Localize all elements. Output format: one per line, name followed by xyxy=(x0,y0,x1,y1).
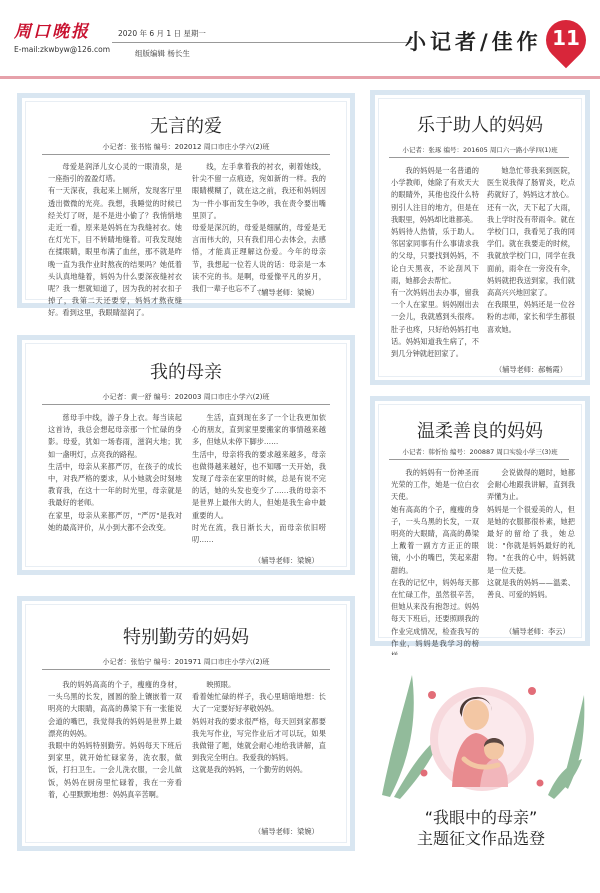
advisor-credit: （辅导老师：梁婉） xyxy=(254,827,319,836)
article-column: 我的妈妈有一份神圣而光荣的工作，她是一位白衣天使。 她有高高的个子，瘦瘦的身子，一头乌黑的长发，一双明亮的大眼睛，高高的鼻梁上戴着一副方方正正的眼镜，小小的嘴巴，笑起来甜甜的。 在我的记忆中，妈妈每天都在忙碌工作，虽然很辛苦，但她从来没有抱怨过。妈妈每天下班后，还要照顾我的作业完成情况，检查我写的作业，妈妈是我学习的榜 xyxy=(391,468,479,648)
article-byline: 小记者：张书铭 编号：202012 周口市庄小学六(2)班 xyxy=(102,143,270,151)
article-byline: 小记者：张琢 编号：201605 周口六一路小学四(1)班 xyxy=(402,146,558,154)
byline-rule xyxy=(389,157,569,158)
article-column: 慈母手中线，游子身上衣。每当读起这首诗，我总会想起母亲那一个忙碌的身影。母爱，犹如一场春雨，滋润大地；犹如一盏明灯，点亮我的路程。 生活中，母亲从来都严厉，在孩子的成长中，对我严格的要求，从小她就会时刻地教育我，在这十一年的时光里，母亲就是我最好的老师。 在家里，母亲从来都严厉，"严厉"是我对她的最高评价，从小到大都不会改变。 xyxy=(48,413,182,532)
article-title: 我的母亲 xyxy=(150,362,222,383)
article-title: 无言的爱 xyxy=(150,116,222,137)
header-rule xyxy=(0,76,600,79)
article-byline: 小记者：韩忻怡 编号：200887 周口实验小学三(3)班 xyxy=(402,448,558,456)
article-column: 映照眼。 看着她忙碌的样子，我心里暗暗地想：长大了一定要好好孝敬妈妈。 妈妈对我的要求很严格，每天回到家都要我先写作业，写完作业后才可以玩，如果我做错了题，她就会耐心地给我讲解，直到我完全明白。我爱我的妈妈。 这就是我的妈妈，一个勤劳的妈妈。 xyxy=(192,680,326,775)
feature-title-line-2: 主题征文作品选登 xyxy=(416,829,545,848)
byline-rule xyxy=(42,154,330,155)
article-4 xyxy=(370,396,590,646)
article-column: 我的妈妈是一名普通的小学教师，她除了有欢天大的眼睛外，其他也没什么特别引人注目的地方，但是在我眼里，妈妈却比谁都美。 妈妈待人热情，乐于助人。邻居家同事有什么事请求我的父母，只要找到妈妈，不论白天黑夜，不论刮风下雨，她都会去帮忙。 有一次妈妈出去办事，留我一个人在家里。妈妈刚出去一会儿，我就感到头很疼。肚子也疼，只好给妈妈打电话。妈妈知道我生病了，不到几分钟就赶回家了。 xyxy=(391,166,479,359)
feature-banner xyxy=(372,655,590,853)
article-title: 乐于助人的妈妈 xyxy=(417,115,543,136)
article-3 xyxy=(17,335,355,575)
article-title: 温柔善良的妈妈 xyxy=(417,421,543,442)
byline-rule xyxy=(389,459,569,460)
editor-credit: 组版编辑 杨长生 xyxy=(135,49,190,58)
mother-child-illustration xyxy=(372,655,590,803)
article-byline: 小记者：张怡宁 编号：201971 周口市庄小学六(2)班 xyxy=(102,658,270,666)
article-1 xyxy=(17,93,355,318)
section-title: 小记者/佳作 xyxy=(405,29,542,54)
byline-rule xyxy=(42,404,330,405)
byline-rule xyxy=(42,669,330,670)
masthead xyxy=(0,0,600,80)
email-address: E-mail:zkwbyw@126.com xyxy=(14,45,111,54)
page-number-badge xyxy=(546,20,586,66)
article-column: 我的妈妈高高的个子，瘦瘦的身材，一头乌黑的长发，圆圆的脸上镶嵌着一双明亮的大眼睛，高高的鼻梁下有一张能说会道的嘴巴，我觉得我的妈妈是世界上最漂亮的妈妈。 我眼中的妈妈特别勤劳。妈妈每天下班后到家里，就开始忙碌家务，洗衣服，做饭，打扫卫生。一会儿洗衣服，一会儿做饭，妈妈在厨房里忙碌着，我在一旁看着，心里默默地想：妈妈真辛苦啊。 xyxy=(48,680,182,799)
advisor-credit: （辅导老师：梁婉） xyxy=(254,288,319,297)
issue-date: 2020 年 6 月 1 日 星期一 xyxy=(118,29,206,38)
feature-title-line-1: “我眼中的母亲” xyxy=(424,808,538,827)
advisor-credit: （辅导老师：李云） xyxy=(505,627,570,636)
page-number: 11 xyxy=(552,26,580,50)
article-column: 母爱是润泽儿女心灵的一眼清泉，是一座指引的盈盈灯塔。 有一天深夜，我起来上厕所，发现客厅里透出微微的光亮。我想，我睡觉的时候已经关灯了呀，是不是进小偷了？我悄悄地走近一看，原来是妈妈在为我缝衬衣。她在灯光下，目不转睛地缝着。可我发现她在揉眼睛，眼里布满了血丝，那不就是昨晚一直为我作业时熬夜的结果吗？她低着头认真地缝着，妈妈为什么要深夜缝衬衣呢？我一想就知道了，因为我的衬衣扣子掉了，我第二天还要穿，妈妈才熬夜缝好。看到这里，我眼睛湿润了。 xyxy=(48,162,182,318)
article-title: 特别勤劳的妈妈 xyxy=(123,627,249,648)
article-column: 生活，直到现在多了一个让我更加依心的朋友，直到家里要搬家的事情越来越多，但她从未停下脚步…… 生活中，母亲将我的要求越来越多，母亲也做得越来越好，也不知哪一天开始，我发现了母亲在家里的时候，总是有说不完的话，她的头发也变少了……我的母亲不是世界上最伟大的人，但她是我生命中最重要的人。 时光在流，我日渐长大，而母亲依旧唠叨…… xyxy=(192,413,326,545)
article-2 xyxy=(370,90,590,385)
article-column: 她急忙带我来到医院，医生说我得了肠胃炎，吃点药就好了，妈妈这才放心。 还有一次，天下起了大雨，我上学时没有带雨伞。就在学校门口，我看见了我的同学们。就在我要走的时候，我就放学校门口，同学在我面前，雨伞在一旁没有伞，妈妈就把我送到家，我们就高高兴兴地回家了。 在我眼里，妈妈还是一位谷粉的志师，家长和学生都很喜欢她。 xyxy=(487,166,575,334)
advisor-credit: （辅导老师：梁婉） xyxy=(254,556,319,565)
newspaper-brand: 周口晚报 xyxy=(14,22,90,42)
article-5 xyxy=(17,596,355,851)
advisor-credit: （辅导老师：郝畅霞） xyxy=(495,365,567,374)
article-column: 线，左手拿着我的衬衣，刺着她线，针尖不留一点痕迹，宛如新的一样。我的眼睛模糊了，就在这之前，我还和妈妈因为一件小事而发生争吵，我在责令要出嘴里顶了。 母爱是深沉的，母爱是细腻的，母爱是无言而伟大的，只有我们用心去体会，去感悟，才能真正理解这份爱。今年的母亲节，我想起一位若人说的话：母亲是一本读不完的书。是啊，母爱像平凡的岁月，我们一辈子也忘不了…… xyxy=(192,162,326,294)
header-divider xyxy=(112,42,412,43)
article-byline: 小记者：黄一舒 编号：202003 周口市庄小学六(2)班 xyxy=(102,393,270,401)
article-column: 会说做得的题时，她都会耐心地跟我讲解，直到我弄懂为止。 妈妈是一个很爱美的人，但是她的衣服都很朴素，她把最好的留给了我，她总说："你就是妈妈最好的礼物。"在我的心中，妈妈就是一位天使。 这就是我的妈妈——温柔、善良、可爱的妈妈。 xyxy=(487,468,575,600)
